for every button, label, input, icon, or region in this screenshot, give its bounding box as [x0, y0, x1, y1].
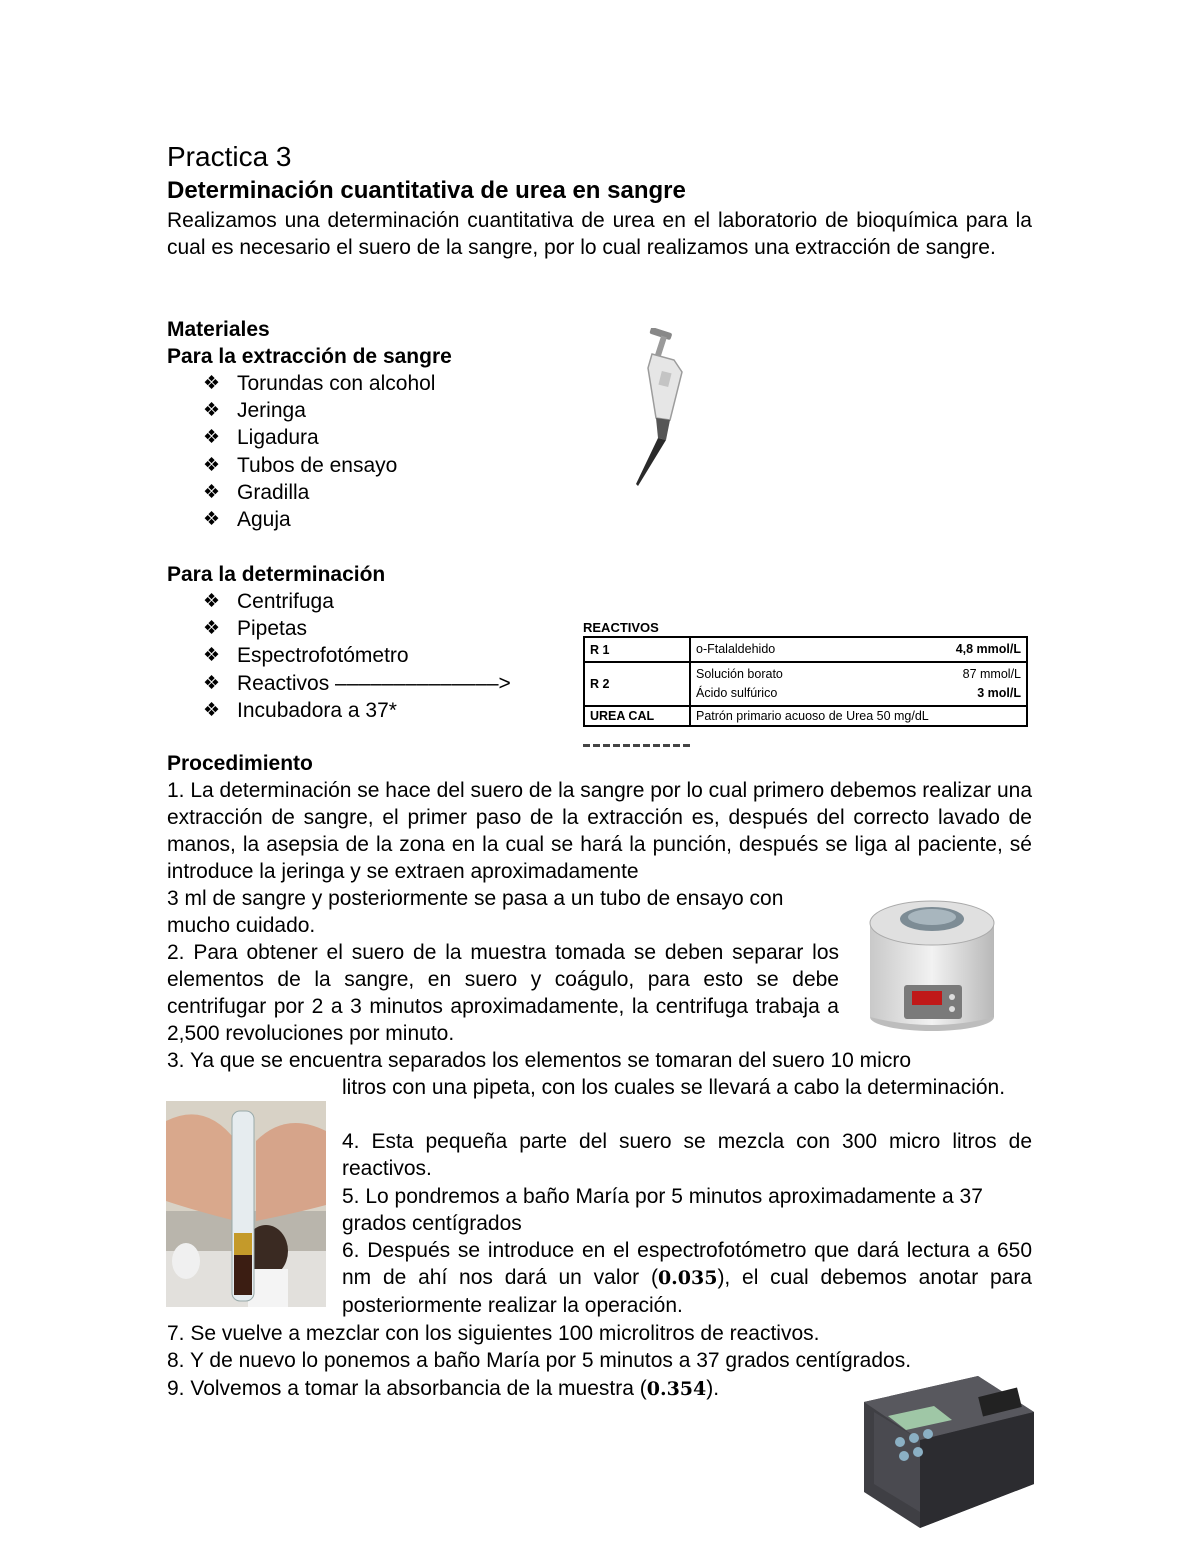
determination-list: [203, 588, 511, 724]
diamond-bullet-icon: ❖: [203, 645, 221, 667]
procedure-step-5: 5. Lo pondremos a baño María por 5 minutos aproximadamente a 37 grados centígrados: [342, 1185, 983, 1235]
list-item: ❖ Incubadora a 37*: [203, 697, 511, 724]
reagent-cell: Patrón primario acuoso de Urea 50 mg/dL: [690, 706, 1027, 726]
diamond-bullet-icon: ❖: [203, 591, 221, 612]
reagent-key: UREA CAL: [584, 706, 690, 726]
absorbance-value-1: 0.035: [657, 1267, 718, 1289]
diamond-bullet-icon: ❖: [203, 454, 221, 476]
diamond-bullet-icon: ❖: [203, 699, 221, 721]
table-row: [584, 706, 1027, 726]
list-item: ❖ Centrifuga: [203, 588, 511, 615]
list-item: ❖ Torundas con alcohol: [203, 370, 435, 397]
list-item: ❖ Aguja: [203, 506, 435, 533]
diamond-bullet-icon: ❖: [203, 481, 221, 503]
diamond-bullet-icon: ❖: [203, 373, 221, 394]
reagents-table: [583, 636, 1028, 727]
list-item: ❖ Reactivos ––––––––––––––>: [203, 670, 511, 697]
procedure-step-1-end: 3 ml de sangre y posteriormente se pasa a un tubo de ensayo con mucho cuidado.: [167, 887, 784, 937]
centrifuge-image: [862, 893, 1002, 1035]
page-subtitle: Determinación cuantitativa de urea en sangre: [167, 177, 686, 204]
procedure-step-4: 4. Esta pequeña parte del suero se mezcla con 300 micro litros de reactivos.: [342, 1130, 1032, 1180]
list-item: ❖ Tubos de ensayo: [203, 452, 435, 479]
procedure-step-6: 6. Después se introduce en el espectrofotómetro que dará lectura a 650 nm de ahí nos dará un valor (0.035), el cual debemos anotar para posteriormente realizar la operación.: [342, 1239, 1032, 1317]
table-row: [584, 662, 1027, 706]
extraction-list: [203, 370, 435, 533]
lab-tube-photo: [166, 1101, 326, 1307]
materials-heading: Materiales: [167, 318, 270, 341]
extraction-heading: Para la extracción de sangre: [167, 345, 452, 368]
procedure-step-9: 9. Volvemos a tomar la absorbancia de la muestra (0.354).: [167, 1377, 720, 1400]
list-item: ❖ Jeringa: [203, 397, 435, 424]
procedure-step-7: 7. Se vuelve a mezclar con los siguientes 100 microlitros de reactivos.: [167, 1322, 820, 1345]
procedure-step-1: 1. La determinación se hace del suero de la sangre por lo cual primero debemos realizar una extracción de sangre, el primer paso de la extracción es, después del correcto lavado de manos, la asepsia de la zona en la cual se hará la punción, después se liga al paciente, sé introduce la jeringa y se extraen aproximadamente: [167, 779, 1032, 883]
diamond-bullet-icon: ❖: [203, 618, 221, 640]
diamond-bullet-icon: ❖: [203, 427, 221, 449]
list-item: ❖ Ligadura: [203, 424, 435, 451]
diamond-bullet-icon: ❖: [203, 672, 221, 694]
procedure-step-2: 2. Para obtener el suero de la muestra tomada se deben separar los elementos de la sangre, en suero y coágulo, para esto se debe centrifugar por 2 a 3 minutos aproximadamente, la centrifuga trabaja a 2,500 revoluciones por minuto.: [167, 941, 839, 1045]
diamond-bullet-icon: ❖: [203, 509, 221, 531]
absorbance-value-2: 0.354: [646, 1378, 707, 1400]
list-item: ❖ Pipetas: [203, 615, 511, 642]
reagents-title: REACTIVOS: [583, 620, 659, 635]
reagent-cell: Solución borato 87 mmol/L Ácido sulfúrico 3 mol/L: [690, 662, 1027, 706]
intro-paragraph: Realizamos una determinación cuantitativa de urea en el laboratorio de bioquímica para la cual es necesario el suero de la sangre, por lo cual realizamos una extracción de sangre.: [167, 209, 1032, 259]
reagent-key: R 2: [584, 662, 690, 706]
determination-heading: Para la determinación: [167, 563, 386, 586]
cropped-text-fragment: [583, 744, 693, 747]
table-row: [584, 637, 1027, 662]
page-title: Practica 3: [167, 141, 292, 172]
procedure-step-8: 8. Y de nuevo lo ponemos a baño María por 5 minutos a 37 grados centígrados.: [167, 1349, 912, 1372]
procedure-step-3-cont: litros con una pipeta, con los cuales se llevará a cabo la determinación.: [342, 1076, 1006, 1099]
list-item: ❖ Gradilla: [203, 479, 435, 506]
reagent-cell: o-Ftalaldehido 4,8 mmol/L: [690, 637, 1027, 662]
spectrophotometer-image: [860, 1372, 1038, 1532]
diamond-bullet-icon: ❖: [203, 400, 221, 422]
list-item: ❖ Espectrofotómetro: [203, 642, 511, 669]
reagent-key: R 1: [584, 637, 690, 662]
micropipette-image: [612, 328, 692, 490]
procedure-step-3: 3. Ya que se encuentra separados los elementos se tomaran del suero 10 micro: [167, 1049, 911, 1072]
procedure-heading: Procedimiento: [167, 752, 313, 775]
